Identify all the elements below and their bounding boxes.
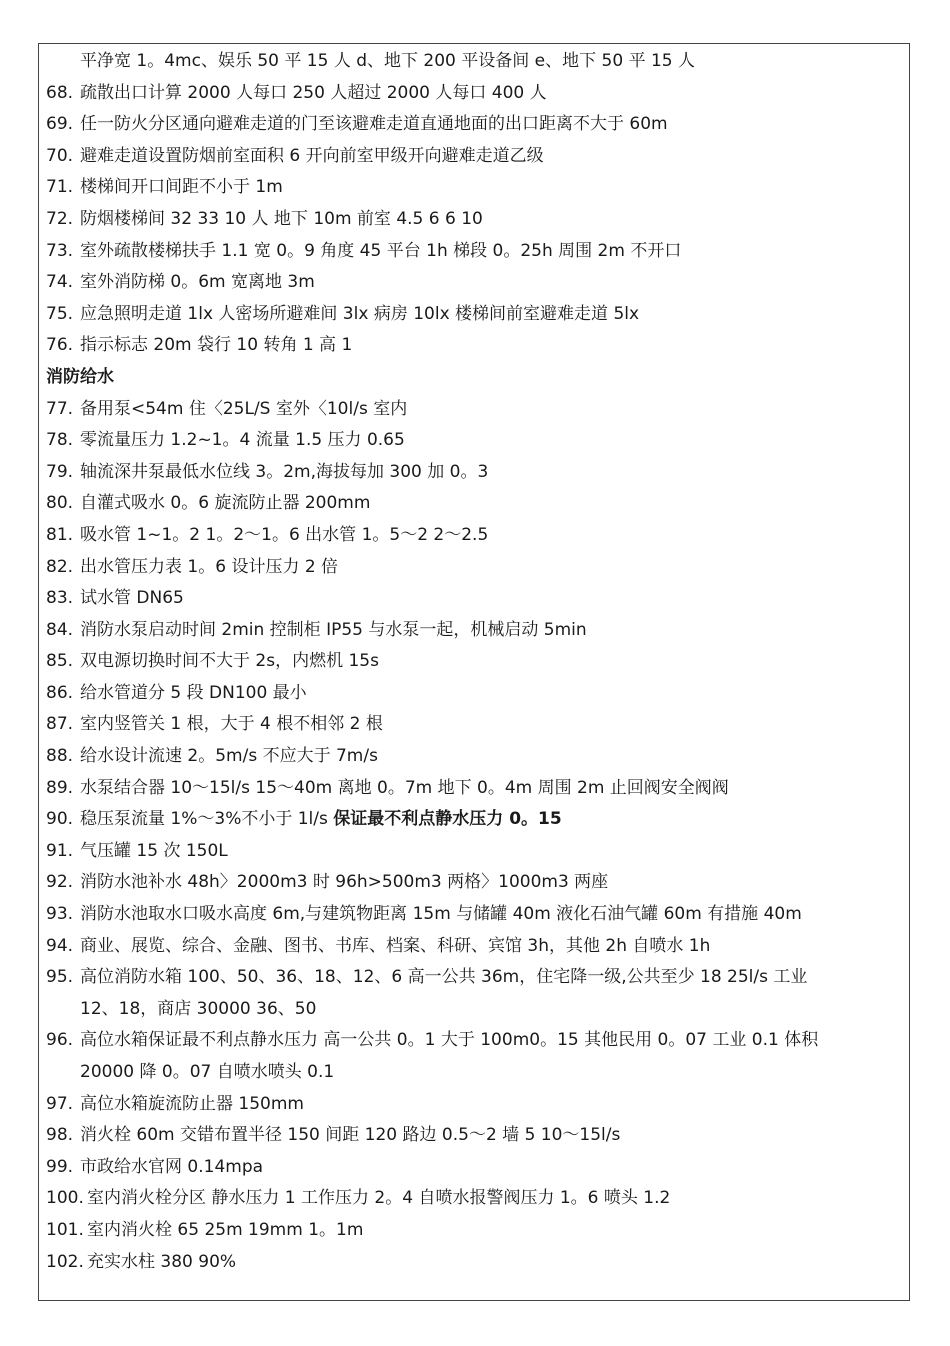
item-text: 高位水箱保证最不利点静水压力 高一公共 0。1 大于 100m0。15 其他民用 0。07 工业 0.1 体积	[80, 1030, 819, 1051]
item-number: 84.	[46, 619, 74, 640]
list-item	[46, 78, 896, 110]
item-text: 疏散出口计算 2000 人每口 250 人超过 2000 人每口 400 人	[80, 82, 547, 103]
item-number: 68.	[46, 82, 74, 103]
list-item	[46, 1247, 896, 1279]
list-item	[46, 457, 896, 489]
list-item	[46, 425, 896, 457]
document-body	[46, 46, 896, 1278]
item-text: 消防水泵启动时间 2min 控制柜 IP55 与水泵一起，机械启动 5min	[80, 619, 587, 640]
list-item	[46, 646, 896, 678]
item-text: 消防水池补水 48h〉2000m3 时 96h>500m3 两格〉1000m3 两座	[80, 872, 609, 893]
list-item	[46, 299, 896, 331]
list-item	[46, 1152, 896, 1184]
item-number: 91.	[46, 840, 74, 861]
item-text: 室内竖管关 1 根，大于 4 根不相邻 2 根	[80, 714, 383, 735]
item-number: 82.	[46, 556, 74, 577]
section-heading	[46, 362, 896, 394]
list-item	[46, 267, 896, 299]
section-heading-text: 消防给水	[46, 366, 114, 387]
list-item	[46, 109, 896, 141]
item-text: 室外疏散楼梯扶手 1.1 宽 0。9 角度 45 平台 1h 梯段 0。25h 周围 2m 不开口	[80, 240, 682, 261]
item-text: 商业、展览、综合、金融、图书、书库、档案、科研、宾馆 3h，其他 2h 自喷水 1h	[80, 935, 711, 956]
item-number: 73.	[46, 240, 74, 261]
list-item	[46, 520, 896, 552]
item-number: 95.	[46, 967, 74, 988]
item-number: 100.	[46, 1188, 84, 1209]
item-text: 室外消防梯 0。6m 宽离地 3m	[80, 272, 315, 293]
item-text	[80, 804, 562, 836]
line-text: 平净宽 1。4mc、娱乐 50 平 15 人 d、地下 200 平设备间 e、地下 50 平 15 人	[80, 51, 696, 71]
item-number: 81.	[46, 524, 74, 545]
item-number: 92.	[46, 872, 74, 893]
item-number: 96.	[46, 1030, 74, 1051]
item-text: 室内消火栓分区 静水压力 1 工作压力 2。4 自喷水报警阀压力 1。6 喷头 1.2	[87, 1188, 671, 1209]
text-line	[46, 1057, 896, 1089]
item-number: 78.	[46, 430, 74, 451]
list-item	[46, 899, 896, 931]
list-item	[46, 204, 896, 236]
item-number: 75.	[46, 303, 74, 324]
list-item	[46, 172, 896, 204]
item-text: 零流量压力 1.2~1。4 流量 1.5 压力 0.65	[80, 430, 405, 451]
item-text: 任一防火分区通向避难走道的门至该避难走道直通地面的出口距离不大于 60m	[80, 114, 668, 135]
item-text: 高位水箱旋流防止器 150mm	[80, 1093, 304, 1114]
item-text: 室内消火栓 65 25m 19mm 1。1m	[87, 1219, 364, 1240]
list-item	[46, 1120, 896, 1152]
list-item	[46, 836, 896, 868]
list-item	[46, 1025, 896, 1057]
item-number: 88.	[46, 746, 74, 767]
item-number: 70.	[46, 145, 74, 166]
list-item	[46, 773, 896, 805]
list-item	[46, 867, 896, 899]
list-item	[46, 330, 896, 362]
item-text-regular: 稳压泵流量 1%～3%不小于 1l/s	[80, 809, 334, 830]
item-number: 69.	[46, 114, 74, 135]
item-text: 出水管压力表 1。6 设计压力 2 倍	[80, 556, 339, 577]
item-text: 吸水管 1~1。2 1。2～1。6 出水管 1。5～2 2～2.5	[80, 524, 489, 545]
list-item	[46, 1183, 896, 1215]
item-number: 99.	[46, 1156, 74, 1177]
list-item	[46, 1215, 896, 1247]
text-line	[46, 46, 896, 78]
list-item	[46, 488, 896, 520]
text-line	[46, 994, 896, 1026]
item-number: 98.	[46, 1125, 74, 1146]
list-item	[46, 931, 896, 963]
item-number: 90.	[46, 809, 74, 830]
item-text: 12、18，商店 30000 36、50	[80, 998, 317, 1019]
item-text: 市政给水官网 0.14mpa	[80, 1156, 264, 1177]
item-number: 80.	[46, 493, 74, 514]
item-number: 101.	[46, 1219, 84, 1240]
list-item	[46, 804, 896, 836]
item-number: 87.	[46, 714, 74, 735]
item-text: 双电源切换时间不大于 2s，内燃机 15s	[80, 651, 379, 672]
item-number: 85.	[46, 651, 74, 672]
item-number: 76.	[46, 335, 74, 356]
list-item	[46, 741, 896, 773]
list-item	[46, 141, 896, 173]
item-text: 应急照明走道 1lx 人密场所避难间 3lx 病房 10lx 楼梯间前室避难走道 5lx	[80, 303, 640, 324]
item-text: 20000 降 0。07 自喷水喷头 0.1	[80, 1062, 335, 1082]
item-text-bold: 保证最不利点静水压力 0。15	[333, 809, 562, 830]
item-text: 试水管 DN65	[80, 588, 184, 609]
item-text: 给水设计流速 2。5m/s 不应大于 7m/s	[80, 746, 378, 767]
item-number: 74.	[46, 272, 74, 293]
item-number: 97.	[46, 1093, 74, 1114]
item-text: 给水管道分 5 段 DN100 最小	[80, 682, 307, 703]
item-number: 86.	[46, 682, 74, 703]
item-text: 轴流深井泵最低水位线 3。2m,海拔每加 300 加 0。3	[80, 461, 489, 482]
item-text: 避难走道设置防烟前室面积 6 开向前室甲级开向避难走道乙级	[80, 145, 544, 166]
item-text: 指示标志 20m 袋行 10 转角 1 高 1	[80, 335, 353, 356]
item-text: 水泵结合器 10～15l/s 15～40m 离地 0。7m 地下 0。4m 周围 2m 止回阀安全阀阀	[80, 777, 729, 798]
item-text: 楼梯间开口间距不小于 1m	[80, 177, 283, 198]
list-item	[46, 1089, 896, 1121]
item-number: 77.	[46, 398, 74, 419]
item-text: 防烟楼梯间 32 33 10 人 地下 10m 前室 4.5 6 6 10	[80, 208, 483, 229]
item-number: 72.	[46, 208, 74, 229]
list-item	[46, 962, 896, 994]
list-item	[46, 678, 896, 710]
item-text: 气压罐 15 次 150L	[80, 840, 228, 861]
item-number: 79.	[46, 461, 74, 482]
item-text: 消防水池取水口吸水高度 6m,与建筑物距离 15m 与储罐 40m 液化石油气罐 60m 有措施 40m	[80, 904, 802, 925]
item-number: 102.	[46, 1251, 84, 1272]
item-number: 93.	[46, 904, 74, 925]
item-text: 自灌式吸水 0。6 旋流防止器 200mm	[80, 493, 371, 514]
item-text: 高位消防水箱 100、50、36、18、12、6 高一公共 36m，住宅降一级,公共至少 18 25l/s 工业	[80, 967, 808, 988]
item-text: 备用泵<54m 住〈25L/S 室外〈10l/s 室内	[80, 398, 408, 419]
list-item	[46, 615, 896, 647]
item-number: 71.	[46, 177, 74, 198]
list-item	[46, 552, 896, 584]
list-item	[46, 583, 896, 615]
item-number: 94.	[46, 935, 74, 956]
list-item	[46, 709, 896, 741]
item-text: 消火栓 60m 交错布置半径 150 间距 120 路边 0.5～2 墙 5 10～15l/s	[80, 1125, 621, 1146]
list-item	[46, 236, 896, 268]
list-item	[46, 394, 896, 426]
item-text: 充实水柱 380 90%	[87, 1251, 237, 1272]
item-number: 89.	[46, 777, 74, 798]
item-number: 83.	[46, 588, 74, 609]
